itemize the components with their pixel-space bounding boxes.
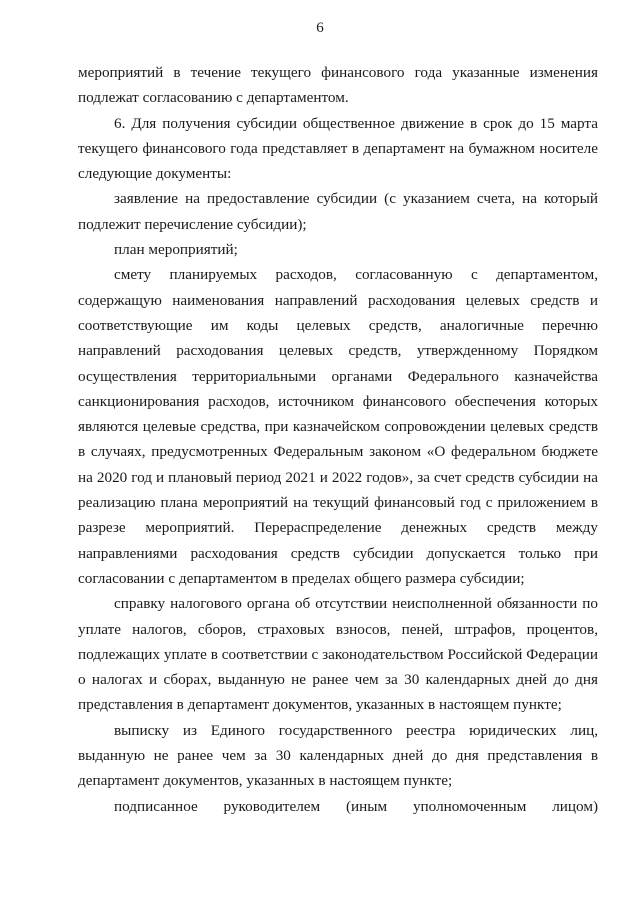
paragraph-continuation: мероприятий в течение текущего финансового года указанные изменения подлежат согласованию с департаментом. — [78, 64, 598, 107]
paragraph-signed-document: подписанное руководителем (иным уполномоченным лицом) — [114, 797, 598, 815]
paragraph-tax-certificate: справку налогового органа об отсутствии неисполненной обязанности по уплате налогов, сборов, страховых взносов, пеней, штрафов, процентов, подлежащих уплате в соответствии с законодательством Российской Федерации о налогах и сборах, выданную не ранее чем за 30 календарных дней до дня представления в департамент документов, указанных в настоящем пункте; — [78, 595, 598, 714]
paragraph-event-plan: план мероприятий; — [114, 241, 238, 259]
document-body — [78, 60, 598, 819]
paragraph-item-6: 6. Для получения субсидии общественное движение в срок до 15 марта текущего финансового года представляет в департамент на бумажном носителе следующие документы: — [78, 114, 598, 183]
paragraph-registry-extract: выписку из Единого государственного реестра юридических лиц, выданную не ранее чем за 30 календарных дней до дня представления в департамент документов, указанных в настоящем пункте; — [78, 721, 598, 790]
paragraph-application: заявление на предоставление субсидии (с указанием счета, на который подлежит перечисление субсидии); — [78, 190, 598, 233]
paragraph-cost-estimate: смету планируемых расходов, согласованную с департаментом, содержащую наименования направлений расходования целевых средств и соответствующие им коды целевых средств, аналогичные перечню направлений расходования целевых средств, утвержденному Порядком осуществления территориальными органами Федерального казначейства санкционирования расходов, источником финансового обеспечения которых являются целевые средства, при казначейском сопровождении целевых средств в случаях, предусмотренных Федеральным законом «О федеральном бюджете на 2020 год и плановый период 2021 и 2022 годов», за счет средств субсидии на реализацию плана мероприятий на текущий финансовый год с приложением в разрезе мероприятий. Перераспределение денежных средств между направлениями расходования средств субсидии допускается только при согласовании с департаментом в пределах общего размера субсидии; — [78, 266, 598, 587]
page-number: 6 — [316, 20, 324, 36]
